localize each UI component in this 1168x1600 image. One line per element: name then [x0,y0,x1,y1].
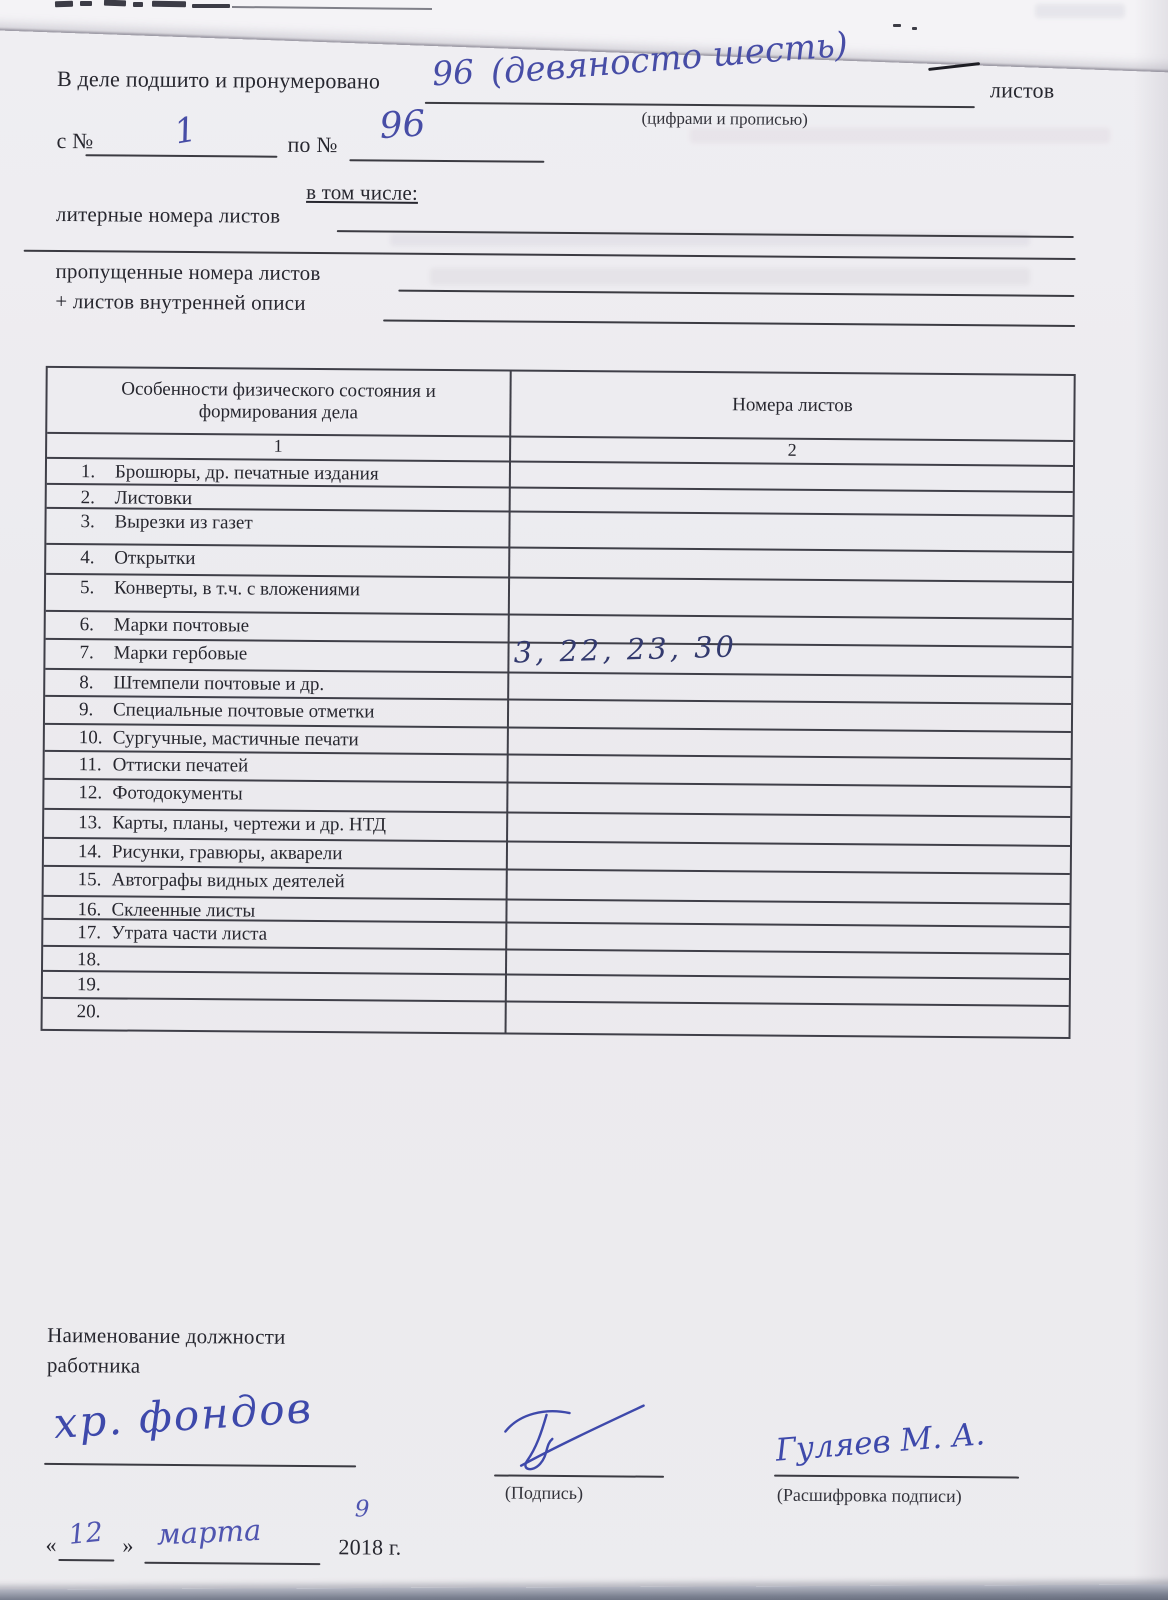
blank-line [383,320,1075,327]
including-label: в том числе: [306,179,419,205]
row-number: 15. [77,869,102,891]
row-number: 3. [80,511,95,533]
handwritten-to-number: 96 [378,103,427,148]
position-line [44,1463,356,1467]
row-label [111,949,505,973]
row-number: 18. [77,949,101,971]
signature-caption: (Подпись) [504,1482,584,1504]
physical-condition-table [41,366,1076,1039]
position-label: Наименование должности работника [46,1322,286,1379]
row-number: 5. [79,577,95,599]
row-number: 4. [80,547,95,569]
row-label: Открытки [114,547,196,570]
blank-line [349,159,544,163]
row-number: 2. [80,487,96,509]
row-sheet-numbers [508,871,1070,903]
blank-line [337,230,1074,237]
row-number: 8. [79,672,94,694]
row-sheet-numbers [509,701,1071,731]
handwritten-position: хр. фондов [52,1383,315,1448]
handwritten-day: 12 [67,1516,105,1551]
row-label: Сургучные, мастичные печати [112,727,359,751]
row-number: 9. [78,699,94,721]
table-header-features: Особенности физического состояния и формирования дела [47,368,511,436]
day-line [58,1559,114,1561]
row-number: 10. [78,727,103,749]
handwritten-sheet-count-words: (девяносто шесть) [489,24,850,93]
transcript-caption: (Расшифровка подписи) [776,1484,962,1507]
handwritten-year-correction: 9 [354,1496,370,1523]
row-sheet-numbers [507,976,1069,1005]
table-body [43,459,1073,1037]
row-number: 19. [76,974,101,996]
internal-inventory-label: + листов внутренней описи [55,288,306,315]
row-label: Марки гербовые [113,642,248,665]
handwritten-sheet-count-digits: 96 [430,51,476,94]
month-line [144,1562,320,1565]
transcript-line [774,1475,1019,1479]
row-sheet-numbers [510,513,1072,551]
row-label: Оттиски печатей [112,754,249,777]
row-sheet-numbers [508,814,1070,845]
scan-right-shading [1134,0,1168,1600]
row-label [111,1001,505,1032]
row-sheet-numbers [509,756,1071,786]
date-open-quote: « [45,1531,57,1558]
column-index-2: 2 [787,439,797,460]
row-sheet-numbers [509,674,1071,703]
row-number: 14. [77,841,102,863]
handwritten-signature [491,1399,667,1478]
row-number: 7. [79,642,94,664]
table-header-sheet-numbers: Номера листов [732,394,853,417]
row-sheet-numbers [507,901,1069,926]
row-sheet-numbers [507,951,1069,978]
column-index-1: 1 [47,434,511,461]
row-sheet-numbers [509,729,1071,758]
row-sheet-numbers [507,1003,1069,1037]
row-sheet-numbers [511,489,1073,515]
from-number-label: с № [56,127,94,154]
blank-line [24,250,1076,260]
row-number: 6. [79,614,95,636]
row-sheet-numbers [511,463,1073,491]
row-label: Склеенные листы [111,899,256,922]
row-label: Рисунки, гравюры, акварели [111,841,343,865]
row-label: Брошюры, др. печатные издания [114,461,379,485]
row-label: Вырезки из газет [114,511,253,534]
date-close-quote: » [122,1532,134,1558]
row-sheet-numbers [507,924,1069,953]
handwritten-dash [928,62,980,71]
printed-year: 2018 г. [338,1534,402,1560]
row-sheet-numbers [510,549,1072,581]
counted-suffix: листов [989,77,1055,103]
to-number-label: по № [287,131,338,158]
row-number: 16. [77,899,102,921]
blank-line [425,102,975,108]
blank-line [398,290,1074,297]
row-number: 11. [78,754,102,776]
row-label: Автографы видных деятелей [111,869,345,893]
lettered-numbers-label: литерные номера листов [55,201,281,228]
counted-caption: (цифрами и прописью) [641,108,808,129]
handwritten-from-number: 1 [171,109,200,153]
row-label [111,974,505,1000]
row-label: Штемпели почтовые и др. [113,672,325,696]
row-sheet-numbers [508,784,1070,816]
row-number: 13. [78,812,102,834]
row-label: Листовки [114,487,193,510]
row-number: 1. [80,461,96,483]
row-label: Специальные почтовые отметки [112,699,375,723]
table-header-row [47,368,1073,442]
row-label: Марки почтовые [113,614,250,637]
row-sheet-numbers [508,843,1070,873]
missing-numbers-label: пропущенные номера листов [55,258,321,286]
row-label: Фотодокументы [112,782,243,805]
counted-label: В деле подшито и пронумеровано [56,65,381,94]
row-label: Карты, планы, чертежи и др. НТД [112,812,387,836]
row-number: 20. [76,1001,101,1023]
row-label: Утрата части листа [111,922,268,945]
blank-line [85,154,277,158]
handwritten-month: марта [155,1512,262,1552]
row-label: Конверты, в т.ч. с вложениями [113,577,360,601]
handwritten-name-transcript: Гуляев М. А. [774,1416,987,1469]
row-sheet-numbers [510,579,1072,618]
row-number: 12. [78,782,103,804]
row-number: 17. [77,922,102,944]
handwritten-sheet-numbers-note: 3, 22, 23, 30 [513,629,738,670]
